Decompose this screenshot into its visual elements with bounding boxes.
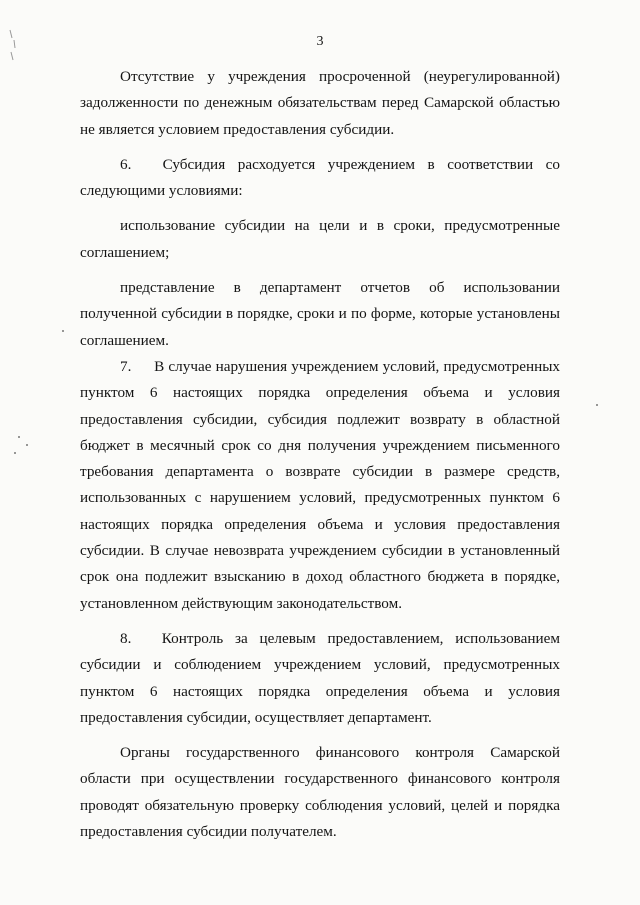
scan-speck: [26, 444, 28, 446]
paragraph-report-condition: [80, 275, 560, 354]
paragraph-item-7: [80, 354, 560, 617]
paragraph-financial-control: [80, 740, 560, 845]
scan-speck: [18, 436, 20, 438]
paragraph-item-6: [80, 152, 560, 205]
scan-speck: [596, 404, 598, 406]
document-body: [80, 64, 560, 845]
paragraph-text: представление в департамент отчетов об использовании полученной субсидии в порядке, сроки и по форме, которые установлены соглашением.: [80, 279, 560, 349]
paragraph-text: Субсидия расходуется учреждением в соответствии со следующими условиями:: [80, 155, 561, 200]
paragraph-text: Отсутствие у учреждения просроченной (неурегулированной) задолженности по денежным обязательствам перед Самарской областью не является условием предоставления субсидии.: [80, 68, 560, 138]
paragraph-text: В случае нарушения учреждением условий, предусмотренных пунктом 6 настоящих порядка определения объема и условия предоставления субсидии, субсидия подлежит возврату в областной бюджет в месячный срок со дня получения учреждением письменного требования департамента о возврате субсидии в размере средств, использованных с нарушением условий, предусмотренных пунктом 6 настоящих порядка определения объема и условия предоставления субсидии. В случае невозврата учреждением субсидии в установленный срок она подлежит взысканию в доход областного бюджета в порядке, установленном действующим законодательством.: [80, 357, 560, 612]
paragraph-text: использование субсидии на цели и в сроки, предусмотренные соглашением;: [80, 217, 560, 261]
scan-speck: [62, 330, 64, 332]
scan-speck: [14, 452, 16, 454]
paragraph-item-8: [80, 626, 560, 731]
paragraph-text: Контроль за целевым предоставлением, использованием субсидии и соблюдением учреждением условий, предусмотренных пунктом 6 настоящих порядка определения объема и условия предоставления субсидии, осуществляет департамент.: [80, 629, 560, 726]
paragraph-text: Органы государственного финансового контроля Самарской области при осуществлении государственного финансового контроля проводят обязательную проверку соблюдения условий, целей и порядка предоставления субсидии получателем.: [80, 744, 560, 841]
item-number: 7.: [120, 357, 132, 375]
page-number: 3: [316, 34, 324, 49]
paragraph-debt-condition: [80, 64, 560, 143]
item-number: 6.: [120, 155, 132, 173]
paragraph-use-condition: [80, 213, 560, 266]
item-number: 8.: [120, 629, 132, 647]
